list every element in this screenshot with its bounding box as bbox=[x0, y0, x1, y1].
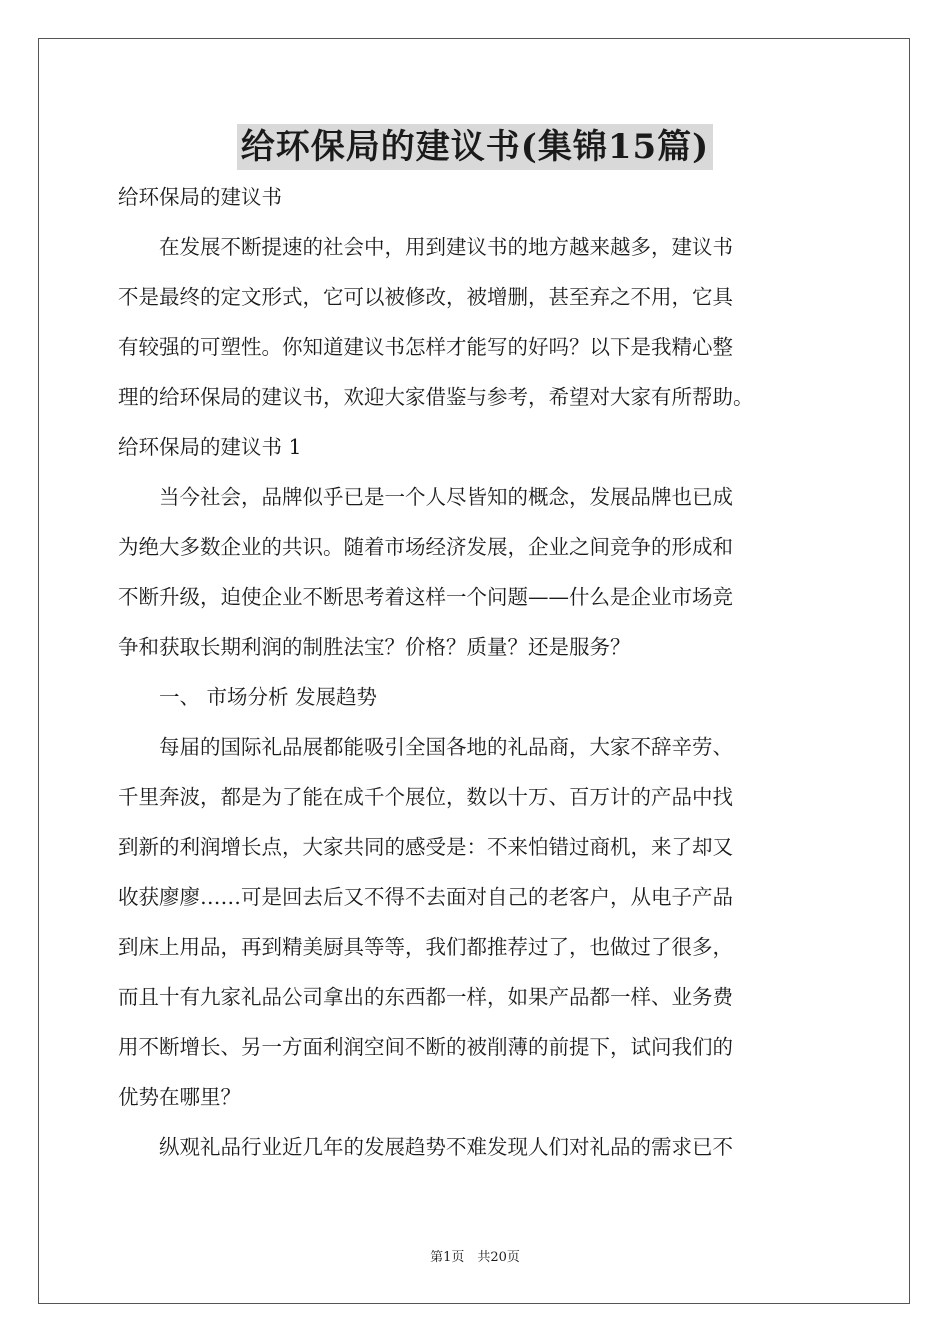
text-line: 每届的国际礼品展都能吸引全国各地的礼品商，大家不辞辛劳、 bbox=[159, 735, 733, 759]
text-line: 理的给环保局的建议书，欢迎大家借鉴与参考，希望对大家有所帮助。 bbox=[118, 385, 754, 409]
text-line: 不是最终的定文形式，它可以被修改，被增删，甚至弃之不用，它具 bbox=[118, 285, 733, 309]
text-line: 给环保局的建议书 bbox=[118, 185, 282, 209]
text-line: 在发展不断提速的社会中，用到建议书的地方越来越多，建议书 bbox=[159, 235, 733, 259]
text-line: 用不断增长、另一方面利润空间不断的被削薄的前提下，试问我们的 bbox=[118, 1035, 733, 1059]
document-body bbox=[118, 172, 836, 1172]
text-line: 不断升级，迫使企业不断思考着这样一个问题——什么是企业市场竞 bbox=[118, 585, 733, 609]
text-line: 到床上用品，再到精美厨具等等，我们都推荐过了，也做过了很多， bbox=[118, 935, 733, 959]
text-line: 收获廖廖……可是回去后又不得不去面对自己的老客户，从电子产品 bbox=[118, 885, 733, 909]
page-footer: 第1页 共20页 bbox=[430, 1250, 520, 1265]
text-line: 争和获取长期利润的制胜法宝？价格？质量？还是服务？ bbox=[118, 635, 631, 659]
text-line: 优势在哪里？ bbox=[118, 1085, 241, 1109]
text-line: 给环保局的建议书 1 bbox=[118, 435, 302, 459]
title-container bbox=[0, 124, 950, 170]
text-line: 千里奔波，都是为了能在成千个展位，数以十万、百万计的产品中找 bbox=[118, 785, 733, 809]
text-line: 有较强的可塑性。你知道建议书怎样才能写的好吗？以下是我精心整 bbox=[118, 335, 733, 359]
text-line: 一、 市场分析 发展趋势 bbox=[159, 685, 378, 709]
text-line: 为绝大多数企业的共识。随着市场经济发展，企业之间竞争的形成和 bbox=[118, 535, 733, 559]
document-title: 给环保局的建议书(集锦15篇) bbox=[237, 124, 714, 170]
text-line: 到新的利润增长点，大家共同的感受是：不来怕错过商机，来了却又 bbox=[118, 835, 733, 859]
text-line: 纵观礼品行业近几年的发展趋势不难发现人们对礼品的需求已不 bbox=[159, 1135, 733, 1159]
text-line: 当今社会，品牌似乎已是一个人尽皆知的概念，发展品牌也已成 bbox=[159, 485, 733, 509]
text-line: 而且十有九家礼品公司拿出的东西都一样，如果产品都一样、业务费 bbox=[118, 985, 733, 1009]
